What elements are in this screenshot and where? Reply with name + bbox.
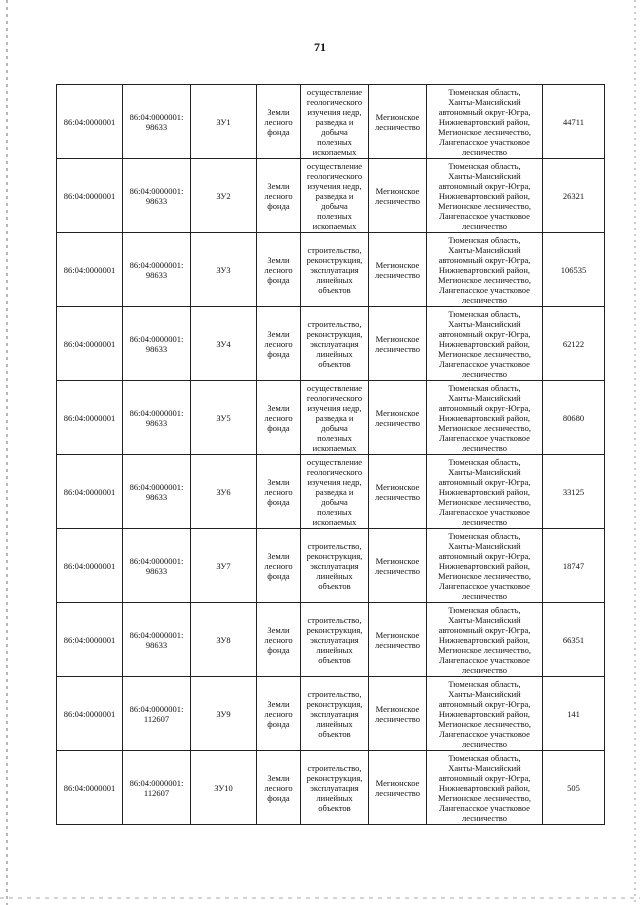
land-category-cell: Земли лесного фонда <box>257 307 301 381</box>
permitted-use-cell: осуществление геологического изучения недр, разведка и добыча полезных ископаемых <box>301 159 369 233</box>
plot-id-cell: ЗУ5 <box>191 381 257 455</box>
table-row <box>57 233 605 307</box>
scan-edge-left <box>6 0 8 905</box>
cadastral-quarter-cell: 86:04:0000001 <box>57 159 123 233</box>
cadastral-number-cell: 86:04:0000001: 98633 <box>123 233 191 307</box>
cadastral-number-cell: 86:04:0000001: 98633 <box>123 529 191 603</box>
permitted-use-cell: осуществление геологического изучения недр, разведка и добыча полезных ископаемых <box>301 85 369 159</box>
land-category-cell: Земли лесного фонда <box>257 677 301 751</box>
location-cell: Тюменская область, Ханты-Мансийский автономный округ-Югра, Нижневартовский район, Мегионское лесничество, Лангепасское участковое лесничество <box>427 159 543 233</box>
land-category-cell: Земли лесного фонда <box>257 455 301 529</box>
cadastral-quarter-cell: 86:04:0000001 <box>57 677 123 751</box>
cadastral-quarter-cell: 86:04:0000001 <box>57 529 123 603</box>
permitted-use-cell: строительство, реконструкция, эксплуатация линейных объектов <box>301 529 369 603</box>
table-row <box>57 307 605 381</box>
plot-id-cell: ЗУ6 <box>191 455 257 529</box>
permitted-use-cell: строительство, реконструкция, эксплуатация линейных объектов <box>301 751 369 825</box>
plot-id-cell: ЗУ4 <box>191 307 257 381</box>
permitted-use-cell: осуществление геологического изучения недр, разведка и добыча полезных ископаемых <box>301 381 369 455</box>
permitted-use-cell: осуществление геологического изучения недр, разведка и добыча полезных ископаемых <box>301 455 369 529</box>
plot-id-cell: ЗУ7 <box>191 529 257 603</box>
cadastral-quarter-cell: 86:04:0000001 <box>57 603 123 677</box>
table-row <box>57 455 605 529</box>
cadastral-number-cell: 86:04:0000001: 98633 <box>123 307 191 381</box>
cadastral-number-cell: 86:04:0000001: 98633 <box>123 159 191 233</box>
area-cell: 141 <box>543 677 605 751</box>
area-cell: 505 <box>543 751 605 825</box>
table-row <box>57 751 605 825</box>
table-row <box>57 159 605 233</box>
area-cell: 106535 <box>543 233 605 307</box>
table-row <box>57 381 605 455</box>
cadastral-quarter-cell: 86:04:0000001 <box>57 751 123 825</box>
area-cell: 62122 <box>543 307 605 381</box>
land-category-cell: Земли лесного фонда <box>257 159 301 233</box>
forestry-cell: Мегионское лесничество <box>369 85 427 159</box>
cadastral-quarter-cell: 86:04:0000001 <box>57 233 123 307</box>
location-cell: Тюменская область, Ханты-Мансийский автономный округ-Югра, Нижневартовский район, Мегионское лесничество, Лангепасское участковое лесничество <box>427 381 543 455</box>
location-cell: Тюменская область, Ханты-Мансийский автономный округ-Югра, Нижневартовский район, Мегионское лесничество, Лангепасское участковое лесничество <box>427 85 543 159</box>
table-row <box>57 529 605 603</box>
permitted-use-cell: строительство, реконструкция, эксплуатация линейных объектов <box>301 233 369 307</box>
cadastral-number-cell: 86:04:0000001: 98633 <box>123 603 191 677</box>
permitted-use-cell: строительство, реконструкция, эксплуатация линейных объектов <box>301 307 369 381</box>
cadastral-number-cell: 86:04:0000001: 112607 <box>123 751 191 825</box>
plot-id-cell: ЗУ10 <box>191 751 257 825</box>
table-row <box>57 603 605 677</box>
cadastral-quarter-cell: 86:04:0000001 <box>57 307 123 381</box>
cadastral-number-cell: 86:04:0000001: 98633 <box>123 85 191 159</box>
land-category-cell: Земли лесного фонда <box>257 233 301 307</box>
land-plots-table <box>56 84 605 825</box>
area-cell: 18747 <box>543 529 605 603</box>
plot-id-cell: ЗУ1 <box>191 85 257 159</box>
plot-id-cell: ЗУ3 <box>191 233 257 307</box>
forestry-cell: Мегионское лесничество <box>369 233 427 307</box>
area-cell: 33125 <box>543 455 605 529</box>
land-category-cell: Земли лесного фонда <box>257 529 301 603</box>
plot-id-cell: ЗУ2 <box>191 159 257 233</box>
permitted-use-cell: строительство, реконструкция, эксплуатация линейных объектов <box>301 677 369 751</box>
land-category-cell: Земли лесного фонда <box>257 603 301 677</box>
forestry-cell: Мегионское лесничество <box>369 307 427 381</box>
cadastral-number-cell: 86:04:0000001: 98633 <box>123 381 191 455</box>
plot-id-cell: ЗУ8 <box>191 603 257 677</box>
location-cell: Тюменская область, Ханты-Мансийский автономный округ-Югра, Нижневартовский район, Мегионское лесничество, Лангепасское участковое лесничество <box>427 307 543 381</box>
location-cell: Тюменская область, Ханты-Мансийский автономный округ-Югра, Нижневартовский район, Мегионское лесничество, Лангепасское участковое лесничество <box>427 455 543 529</box>
forestry-cell: Мегионское лесничество <box>369 751 427 825</box>
scan-edge-right <box>634 0 636 905</box>
area-cell: 66351 <box>543 603 605 677</box>
table-body <box>57 85 605 825</box>
cadastral-quarter-cell: 86:04:0000001 <box>57 381 123 455</box>
location-cell: Тюменская область, Ханты-Мансийский автономный округ-Югра, Нижневартовский район, Мегионское лесничество, Лангепасское участковое лесничество <box>427 603 543 677</box>
plot-id-cell: ЗУ9 <box>191 677 257 751</box>
scan-edge-bottom <box>0 897 640 899</box>
location-cell: Тюменская область, Ханты-Мансийский автономный округ-Югра, Нижневартовский район, Мегионское лесничество, Лангепасское участковое лесничество <box>427 751 543 825</box>
forestry-cell: Мегионское лесничество <box>369 677 427 751</box>
forestry-cell: Мегионское лесничество <box>369 529 427 603</box>
table-row <box>57 85 605 159</box>
location-cell: Тюменская область, Ханты-Мансийский автономный округ-Югра, Нижневартовский район, Мегионское лесничество, Лангепасское участковое лесничество <box>427 233 543 307</box>
area-cell: 26321 <box>543 159 605 233</box>
area-cell: 80680 <box>543 381 605 455</box>
land-category-cell: Земли лесного фонда <box>257 751 301 825</box>
area-cell: 44711 <box>543 85 605 159</box>
table-row <box>57 677 605 751</box>
forestry-cell: Мегионское лесничество <box>369 381 427 455</box>
cadastral-quarter-cell: 86:04:0000001 <box>57 85 123 159</box>
land-category-cell: Земли лесного фонда <box>257 381 301 455</box>
land-category-cell: Земли лесного фонда <box>257 85 301 159</box>
forestry-cell: Мегионское лесничество <box>369 455 427 529</box>
permitted-use-cell: строительство, реконструкция, эксплуатация линейных объектов <box>301 603 369 677</box>
cadastral-number-cell: 86:04:0000001: 98633 <box>123 455 191 529</box>
page-number: 71 <box>314 40 326 54</box>
forestry-cell: Мегионское лесничество <box>369 159 427 233</box>
location-cell: Тюменская область, Ханты-Мансийский автономный округ-Югра, Нижневартовский район, Мегионское лесничество, Лангепасское участковое лесничество <box>427 677 543 751</box>
cadastral-number-cell: 86:04:0000001: 112607 <box>123 677 191 751</box>
cadastral-quarter-cell: 86:04:0000001 <box>57 455 123 529</box>
forestry-cell: Мегионское лесничество <box>369 603 427 677</box>
location-cell: Тюменская область, Ханты-Мансийский автономный округ-Югра, Нижневартовский район, Мегионское лесничество, Лангепасское участковое лесничество <box>427 529 543 603</box>
